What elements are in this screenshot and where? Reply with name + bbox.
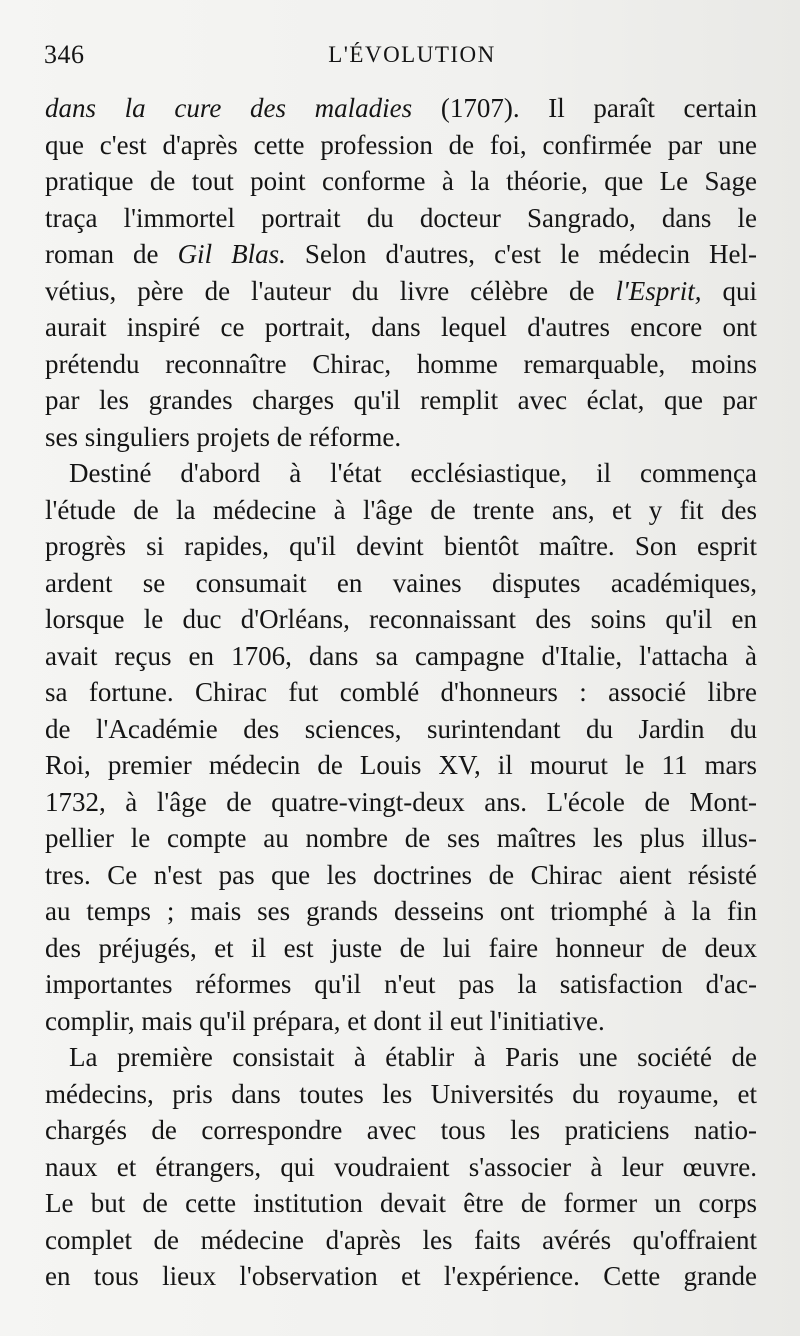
text-line xyxy=(45,784,757,821)
text-segment: 1732, à l'âge de quatre-vingt-deux ans. L'école de Mont- xyxy=(45,786,757,817)
text-segment: des préjugés, et il est juste de lui faire honneur de deux xyxy=(45,932,757,963)
text-segment: Destiné d'abord à l'état ecclésiastique, il commença xyxy=(69,458,757,488)
text-line xyxy=(45,857,757,894)
text-line xyxy=(45,601,757,638)
italic-text: l'Esprit, xyxy=(615,275,702,306)
text-segment: naux et étrangers, qui voudraient s'associer à leur œuvre. xyxy=(45,1151,757,1182)
text-segment: Le but de cette institution devait être de former un corps xyxy=(45,1188,757,1218)
text-line xyxy=(45,455,757,492)
text-segment: chargés de correspondre avec tous les praticiens natio- xyxy=(45,1115,757,1145)
text-segment: par les grandes charges qu'il remplit avec éclat, que par xyxy=(45,385,757,415)
running-head xyxy=(44,40,756,74)
text-segment: ardent se consumait en vaines disputes académiques, xyxy=(45,567,757,598)
text-line xyxy=(45,820,757,857)
text-segment: lorsque le duc d'Orléans, reconnaissant des soins qu'il en xyxy=(45,604,757,634)
text-line xyxy=(45,1003,757,1040)
text-line xyxy=(45,1258,757,1295)
text-segment: avait reçus en 1706, dans sa campagne d'Italie, l'attacha à xyxy=(45,640,757,671)
text-line xyxy=(45,966,757,1003)
text-line xyxy=(45,309,757,346)
text-segment: complir, mais qu'il prépara, et dont il eut l'initiative. xyxy=(45,1005,605,1036)
text-line xyxy=(45,200,757,237)
text-line xyxy=(45,565,757,602)
text-segment: complet de médecine d'après les faits avérés qu'offraient xyxy=(45,1224,757,1255)
text-line xyxy=(45,1112,757,1149)
text-segment: traça l'immortel portrait du docteur Sangrado, dans le xyxy=(45,202,757,233)
text-segment: prétendu reconnaître Chirac, homme remarquable, moins xyxy=(45,348,757,379)
text-line xyxy=(45,1222,757,1259)
text-line xyxy=(45,273,757,310)
text-line xyxy=(45,1076,757,1113)
text-line xyxy=(45,711,757,748)
running-title: L'ÉVOLUTION xyxy=(328,42,496,67)
text-segment: ses singuliers projets de réforme. xyxy=(45,421,402,452)
text-segment: La première consistait à établir à Paris une société de xyxy=(69,1042,757,1072)
text-line xyxy=(45,382,757,419)
text-segment: pellier le compte au nombre de ses maîtres les plus illus- xyxy=(45,823,757,853)
text-segment: importantes réformes qu'il n'eut pas la satisfaction d'ac- xyxy=(45,969,757,999)
italic-text: Gil Blas. xyxy=(177,239,286,269)
text-segment: médecins, pris dans toutes les Universités du royaume, et xyxy=(45,1078,757,1109)
text-segment: vétius, père de l'auteur du livre célèbre de xyxy=(45,275,616,306)
text-line xyxy=(45,930,757,967)
text-segment: au temps ; mais ses grands desseins ont triomphé à la fin xyxy=(45,896,757,926)
text-line xyxy=(45,163,757,200)
text-segment: que c'est d'après cette profession de foi, confirmée par une xyxy=(45,129,757,160)
text-segment: de l'Académie des sciences, surintendant du Jardin du xyxy=(45,713,757,744)
text-segment: pratique de tout point conforme à la théorie, que Le Sage xyxy=(45,166,757,196)
text-line xyxy=(45,1185,757,1222)
text-segment: tres. Ce n'est pas que les doctrines de Chirac aient résisté xyxy=(45,859,757,890)
text-segment: Roi, premier médecin de Louis XV, il mourut le 11 mars xyxy=(45,750,757,780)
text-segment: qui xyxy=(701,275,757,306)
text-line xyxy=(45,90,757,127)
page-number: 346 xyxy=(44,40,85,69)
text-line xyxy=(45,528,757,565)
text-segment: (1707). Il paraît certain xyxy=(412,93,757,123)
text-segment: Selon d'autres, c'est le médecin Hel- xyxy=(285,239,757,269)
text-line xyxy=(45,127,757,164)
text-line xyxy=(45,419,757,456)
text-segment: l'étude de la médecine à l'âge de trente ans, et y fit des xyxy=(45,494,757,525)
text-segment: aurait inspiré ce portrait, dans lequel d'autres encore ont xyxy=(45,312,757,342)
body-text xyxy=(45,90,757,1295)
text-line xyxy=(45,674,757,711)
text-segment: sa fortune. Chirac fut comblé d'honneurs : associé libre xyxy=(45,677,757,707)
text-line xyxy=(45,346,757,383)
text-line xyxy=(45,492,757,529)
text-line xyxy=(45,747,757,784)
text-segment: progrès si rapides, qu'il devint bientôt maître. Son esprit xyxy=(45,531,757,561)
text-segment: en tous lieux l'observation et l'expérience. Cette grande xyxy=(45,1261,757,1291)
text-line xyxy=(45,893,757,930)
italic-text: dans la cure des maladies xyxy=(45,93,413,123)
text-line xyxy=(45,638,757,675)
text-line xyxy=(45,1149,757,1186)
text-line xyxy=(45,1039,757,1076)
text-segment: roman de xyxy=(45,239,178,269)
text-line xyxy=(45,236,757,273)
